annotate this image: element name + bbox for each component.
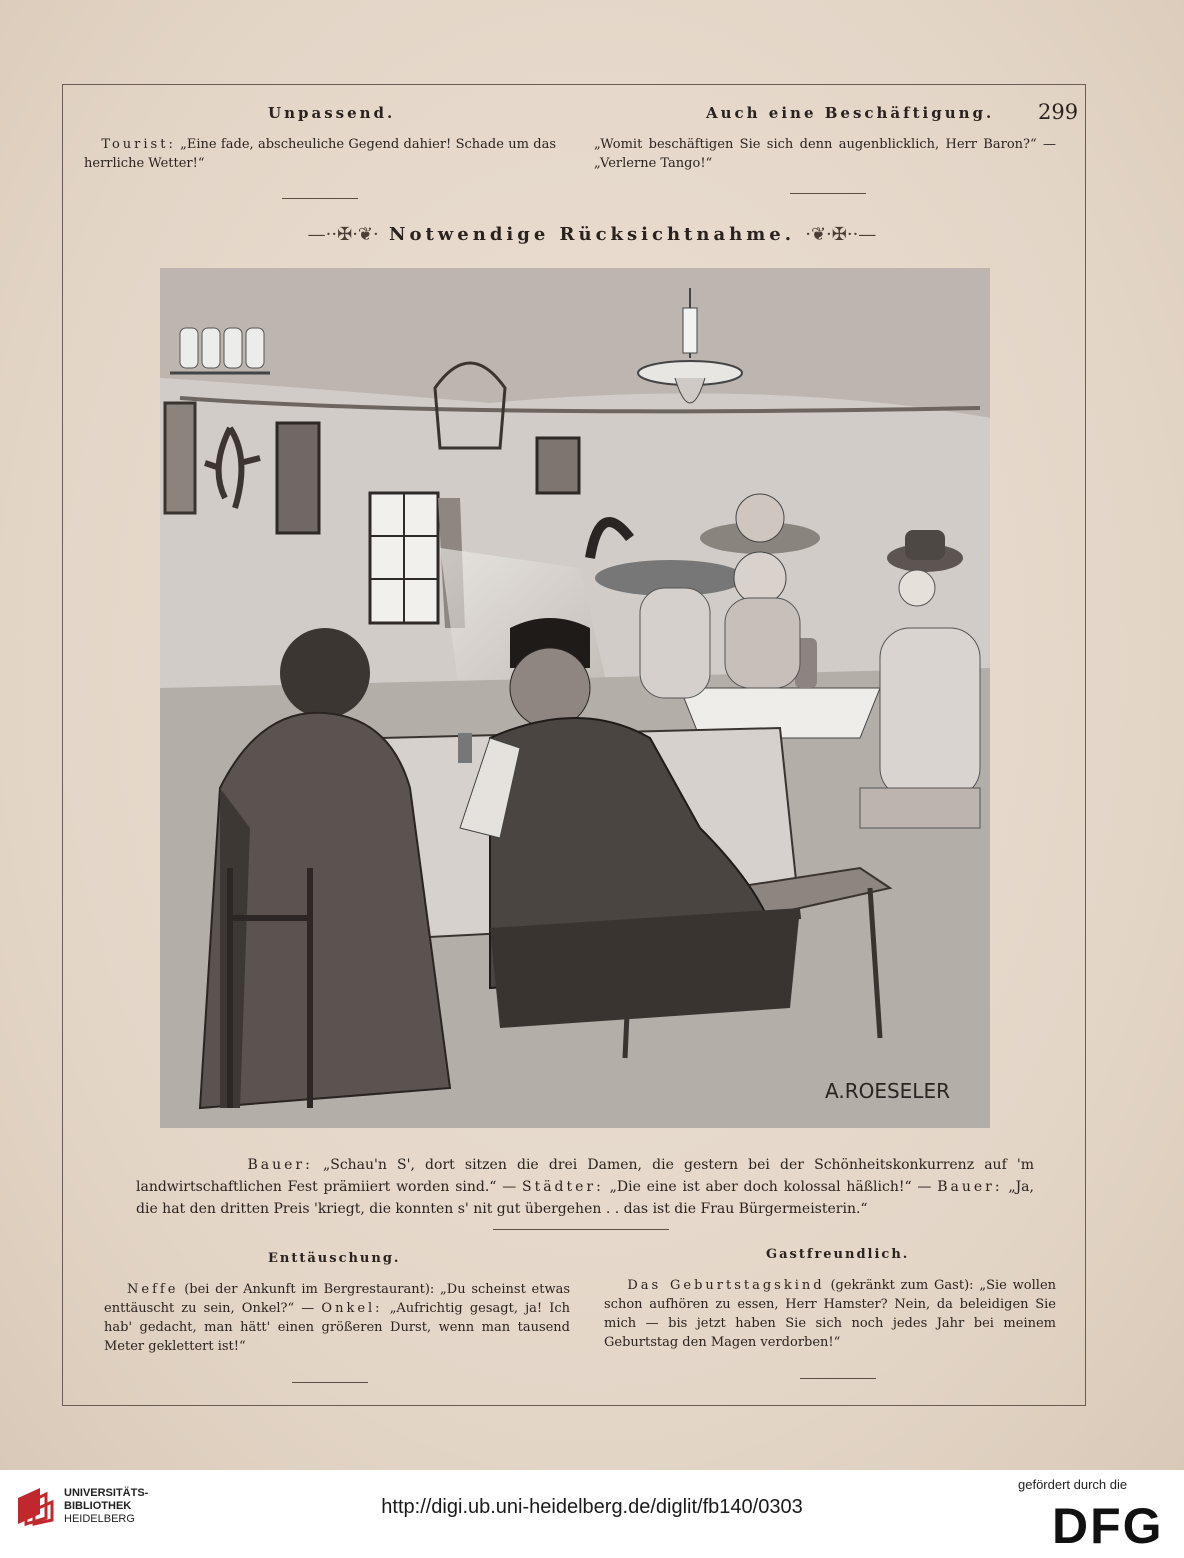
enttaeuschung-speaker-1: Neffe <box>127 1282 179 1297</box>
page-number: 299 <box>1038 100 1079 124</box>
illustration-caption <box>136 1154 1034 1220</box>
beschaeftigung-text: „Womit beschäftigen Sie sich denn augenblicklich, Herr Baron?“ — „Verlerne Tango!“ <box>594 137 1056 171</box>
permalink-url[interactable]: http://digi.ub.uni-heidelberg.de/diglit/fb140/0303 <box>381 1496 803 1518</box>
caption-text-3: „Ja, die hat den dritten Preis 'kriegt, die konnten s' nit gut übergehen . . das ist die Frau Bürgermeisterin.“ <box>136 1179 1034 1217</box>
artist-signature: A.ROESELER <box>825 1079 950 1103</box>
divider <box>790 193 866 194</box>
gastfreundlich-speaker: Das Geburtstagskind <box>627 1278 825 1293</box>
unpassend-text <box>84 135 556 173</box>
caption-text-1: „Schau'n S', dort sitzen die drei Damen, die gestern bei der Schönheitskonkurrenz auf 'm landwirtschaftlichen Fest prämiiert worden sind.“ — <box>136 1157 1035 1195</box>
sponsor-label: gefördert durch die <box>1018 1477 1128 1492</box>
beschaeftigung-title: Auch eine Beschäftigung. <box>706 104 995 122</box>
library-name-line-1: UNIVERSITÄTS- <box>64 1487 149 1499</box>
enttaeuschung-body-2: „Aufrichtig gesagt, ja! Ich hab' gedacht, man hätt' einen größeren Durst, wenn man tausend Meter geklettert ist!“ <box>104 1301 570 1354</box>
divider <box>292 1382 368 1383</box>
divider <box>493 1229 669 1230</box>
caption-speaker-2: Städter: <box>521 1179 604 1195</box>
unpassend-body: „Eine fade, abscheuliche Gegend dahier! Schade um das herrliche Wetter!“ <box>84 137 557 171</box>
unpassend-title: Unpassend. <box>268 104 396 122</box>
enttaeuschung-body-1: (bei der Ankunft im Bergrestaurant): „Du scheinst etwas enttäuscht zu sein, Onkel?“ — <box>104 1282 571 1316</box>
gastfreundlich-text <box>604 1276 1056 1352</box>
divider <box>282 198 358 199</box>
dfg-logo[interactable]: DFG <box>1052 1498 1164 1554</box>
gastfreundlich-body: (gekränkt zum Gast): „Sie wollen schon aufhören zu essen, Herr Hamster? Nein, da beleidigen Sie mich — bis jetzt haben Sie sich noch jedes Jahr bei meinem Geburtstag den Magen verdorben!“ <box>604 1278 1057 1350</box>
title-ornament-right: ·❦·✠··— <box>805 224 877 245</box>
gastfreundlich-title: Gastfreundlich. <box>766 1247 910 1262</box>
library-name-line-3: HEIDELBERG <box>64 1513 135 1525</box>
enttaeuschung-title: Enttäuschung. <box>268 1251 401 1266</box>
unpassend-speaker: Tourist: <box>101 137 176 152</box>
tavern-illustration <box>160 268 990 1128</box>
caption-text-2: „Die eine ist aber doch kolossal häßlich!“ — <box>609 1179 932 1195</box>
caption-speaker-1: Bauer: <box>247 1157 313 1173</box>
enttaeuschung-text <box>104 1280 570 1356</box>
caption-speaker-3: Bauer: <box>937 1179 1003 1195</box>
divider <box>800 1378 876 1379</box>
title-ornament-left: —··✠·❦· <box>307 224 379 245</box>
footer-bar <box>0 1470 1184 1558</box>
enttaeuschung-speaker-2: Onkel: <box>321 1301 383 1316</box>
main-title-text: Notwendige Rücksichtnahme. <box>389 224 795 245</box>
library-name-line-2: BIBLIOTHEK <box>64 1500 132 1512</box>
main-title <box>0 224 1184 245</box>
